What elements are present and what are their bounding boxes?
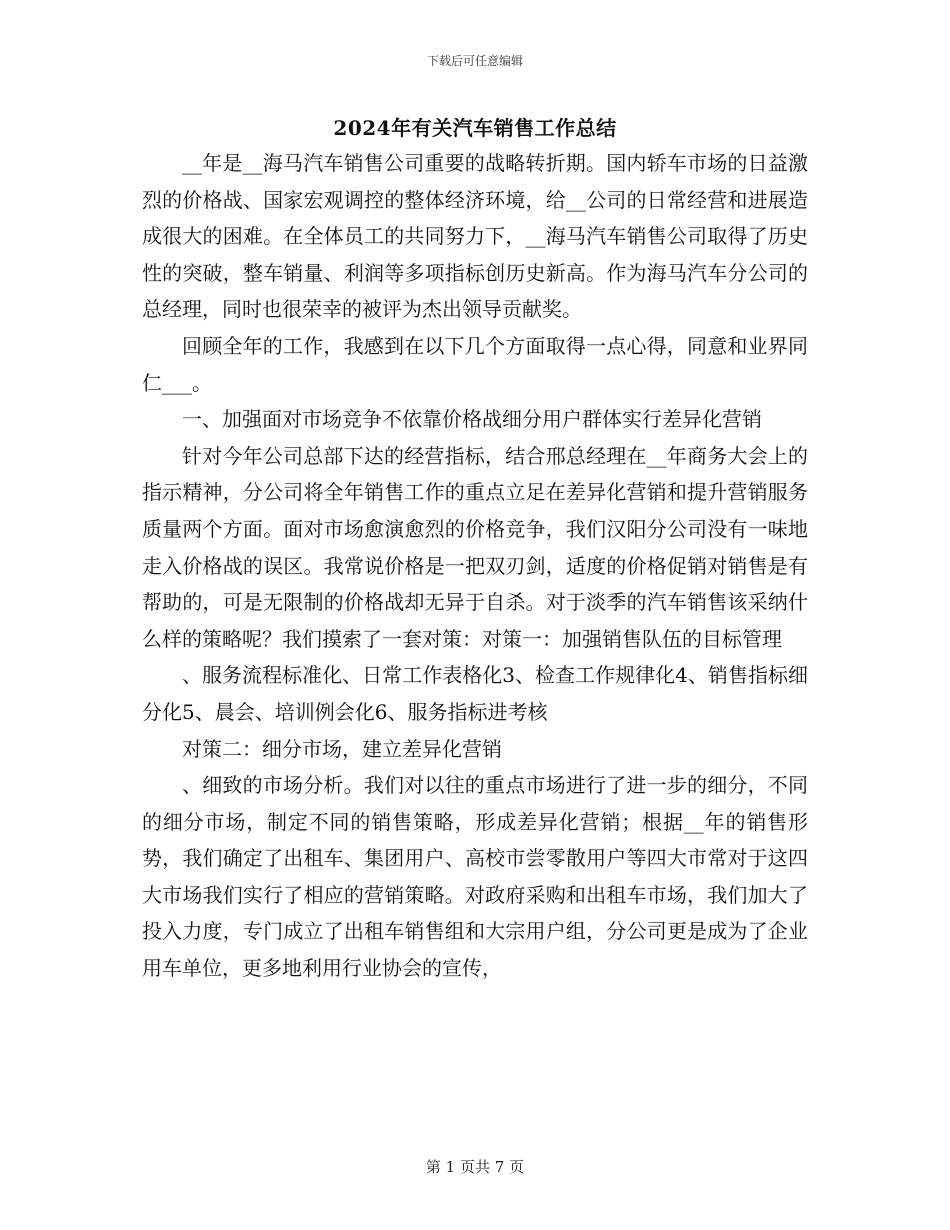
section-heading-one: 一、加强面对市场竞争不依靠价格战细分用户群体实行差异化营销 — [182, 407, 762, 432]
paragraph-strategy: 针对今年公司总部下达的经营指标，结合邢总经理在__年商务大会上的指示精神，分公司将全年销售工作的重点立足在差异化营销和提升营销服务质量两个方面。面对市场愈演愈烈的价格竞争，我们汉阳分公司没有一味地走入价格战的误区。我常说价格是一把双刃剑，适度的价格促销对销售是有帮助的，可是无限制的价格战却无异于自杀。对于淡季的汽车销售该采纳什么样的策略呢？我们摸索了一套对策：对策一：加强销售队伍的目标管理 — [142, 443, 808, 651]
document-body — [142, 145, 808, 987]
paragraph-review: 回顾全年的工作，我感到在以下几个方面取得一点心得，同意和业界同仁___。 — [142, 333, 808, 395]
paragraph-market-analysis: 、细致的市场分析。我们对以往的重点市场进行了进一步的细分，不同的细分市场，制定不同的销售策略，形成差异化营销；根据__年的销售形势，我们确定了出租车、集团用户、高校市尝零散用户等四大市常对于这四大市场我们实行了相应的营销策略。对政府采购和出租车市场，我们加大了投入力度，专门成立了出租车销售组和大宗用户组，分公司更是成为了企业用车单位，更多地利用行业协会的宣传， — [142, 773, 808, 981]
paragraph-intro: __年是__海马汽车销售公司重要的战略转折期。国内轿车市场的日益激烈的价格战、国家宏观调控的整体经济环境，给__公司的日常经营和进展造成很大的困难。在全体员工的共同努力下，__海马汽车销售公司取得了历史性的突破，整车销量、利润等多项指标创历史新高。作为海马汽车分公司的总经理，同时也很荣幸的被评为杰出领导贡献奖。 — [142, 151, 808, 322]
paragraph-measures-list: 、服务流程标准化、日常工作表格化3、检查工作规律化4、销售指标细分化5、晨会、培训例会化6、服务指标进考核 — [142, 663, 808, 724]
document-title: 2024年有关汽车销售工作总结 — [333, 116, 617, 140]
page-header-note: 下载后可任意编辑 — [426, 54, 523, 68]
subheading-strategy-two: 对策二：细分市场，建立差异化营销 — [182, 736, 502, 761]
page-number: 第 1 页共 7 页 — [425, 1158, 525, 1176]
